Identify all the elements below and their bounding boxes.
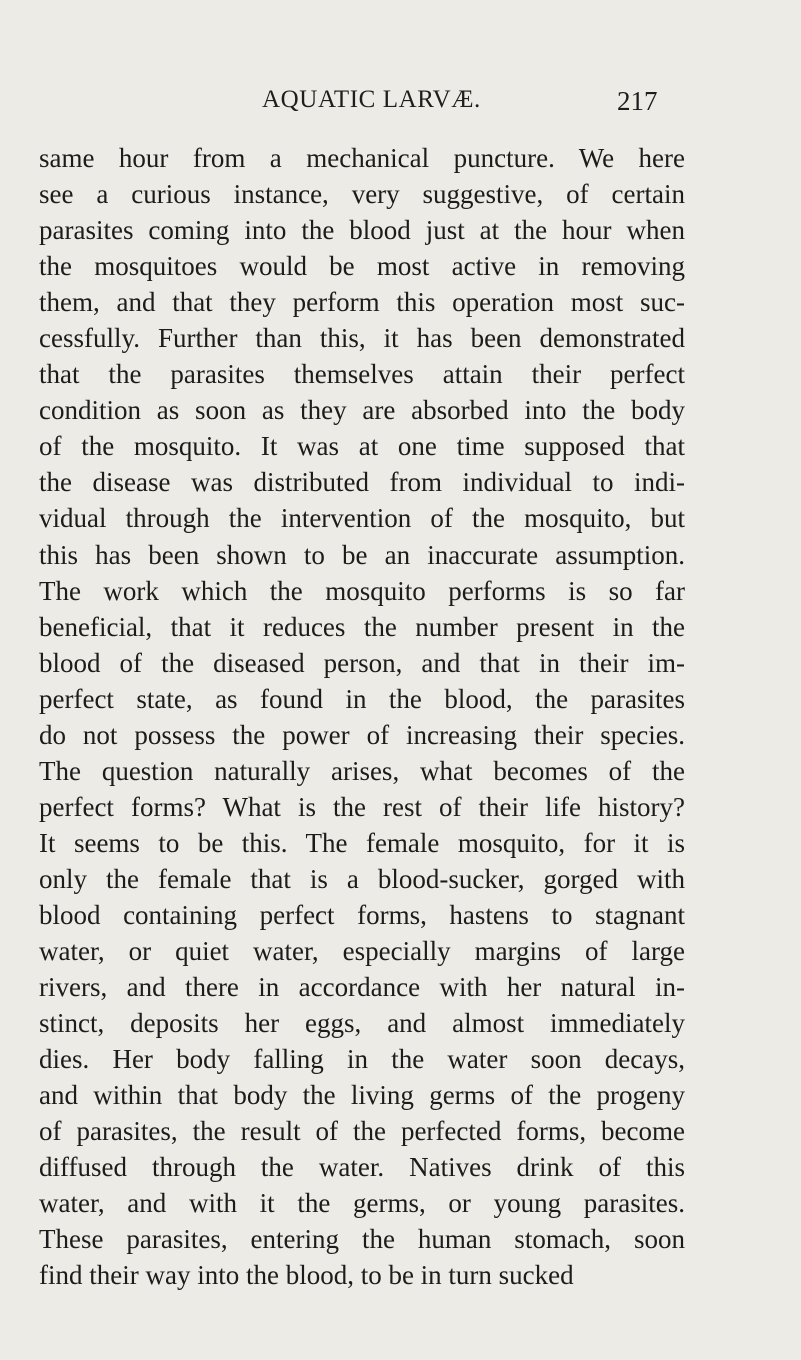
text-line: water, or quiet water, especially margins of large [39,936,685,967]
text-line: find their way into the blood, to be in turn sucked [39,1260,574,1291]
body-text [39,140,685,1294]
text-line: only the female that is a blood-sucker, gorged with [39,863,685,894]
text-line: The question naturally arises, what becomes of the [39,755,685,786]
text-line: perfect forms? What is the rest of their life history? [39,791,685,822]
text-line: of the mosquito. It was at one time supposed that [39,431,685,462]
text-line: cessfully. Further than this, it has been demonstrated [39,323,685,354]
text-line: blood containing perfect forms, hastens to stagnant [39,899,685,930]
page-header [0,86,801,126]
page-number: 217 [617,86,658,116]
text-line: and within that body the living germs of the progeny [39,1080,685,1111]
text-line: rivers, and there in accordance with her natural in- [39,972,685,1003]
text-line: the mosquitoes would be most active in removing [39,251,685,282]
text-line: perfect state, as found in the blood, the parasites [39,683,685,714]
text-line: do not possess the power of increasing their species. [39,719,685,750]
text-line: water, and with it the germs, or young parasites. [39,1188,685,1219]
text-line: beneficial, that it reduces the number present in the [39,611,685,642]
text-line: These parasites, entering the human stomach, soon [39,1224,685,1255]
text-line: see a curious instance, very suggestive, of certain [39,179,685,210]
text-line: The work which the mosquito performs is so far [39,575,685,606]
text-line: vidual through the intervention of the mosquito, but [39,503,685,534]
text-line: parasites coming into the blood just at the hour when [39,215,685,246]
text-line: the disease was distributed from individual to indi- [39,467,685,498]
text-line: them, and that they perform this operation most suc- [39,287,685,318]
text-line: that the parasites themselves attain their perfect [39,359,685,390]
text-line: It seems to be this. The female mosquito, for it is [39,827,685,858]
text-line: blood of the diseased person, and that in their im- [39,647,685,678]
text-line: of parasites, the result of the perfected forms, become [39,1116,685,1147]
text-line: diffused through the water. Natives drink of this [39,1152,685,1183]
text-line: stinct, deposits her eggs, and almost immediately [39,1008,685,1039]
text-line: this has been shown to be an inaccurate assumption. [39,539,685,570]
text-line: same hour from a mechanical puncture. We here [39,143,685,173]
text-line: condition as soon as they are absorbed into the body [39,395,685,426]
text-line: dies. Her body falling in the water soon decays, [39,1044,685,1075]
running-title: AQUATIC LARVÆ. [262,86,481,113]
